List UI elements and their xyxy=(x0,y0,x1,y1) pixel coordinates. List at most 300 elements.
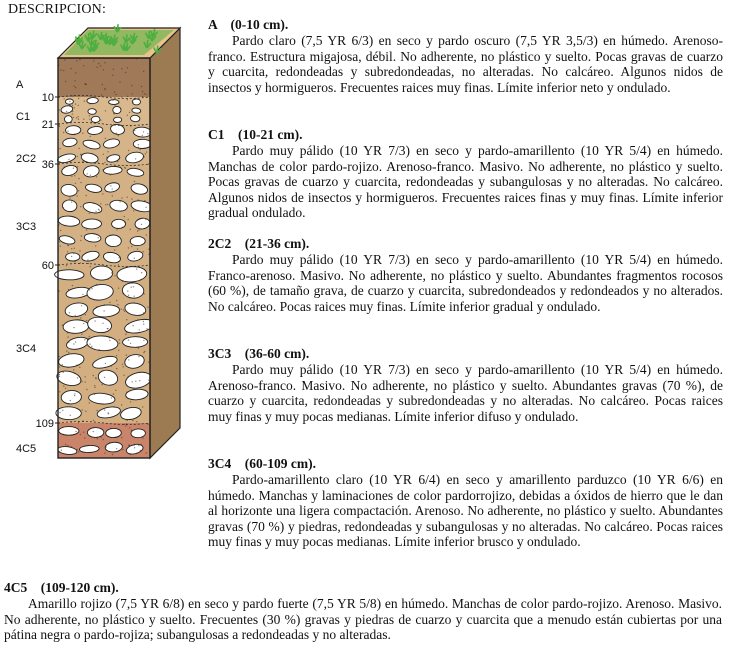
soil-dot xyxy=(65,444,66,445)
soil-dot xyxy=(104,453,105,454)
depth-label: 10 xyxy=(41,92,54,104)
soil-dot xyxy=(134,130,135,131)
soil-dot xyxy=(144,156,145,157)
soil-dot xyxy=(88,429,89,430)
soil-dot xyxy=(95,377,96,378)
soil-dot xyxy=(144,93,145,94)
soil-dot xyxy=(75,341,76,342)
soil-dot xyxy=(93,60,94,61)
soil-dot xyxy=(78,105,79,106)
stone xyxy=(55,270,85,281)
soil-dot xyxy=(107,279,108,280)
layer-3c3 xyxy=(58,164,150,265)
soil-dot xyxy=(67,367,68,368)
soil-dot xyxy=(142,406,143,407)
soil-dot xyxy=(72,111,73,112)
soil-dot xyxy=(129,112,130,113)
soil-dot xyxy=(118,257,119,258)
soil-dot xyxy=(78,451,79,452)
soil-dot xyxy=(125,334,126,335)
soil-dot xyxy=(134,447,135,448)
soil-dot xyxy=(79,59,80,60)
soil-dot xyxy=(59,374,60,375)
soil-dot xyxy=(79,148,80,149)
soil-dot xyxy=(75,315,76,316)
stone xyxy=(88,109,97,115)
soil-dot xyxy=(78,422,79,423)
soil-dot xyxy=(121,404,122,405)
soil-dot xyxy=(96,284,97,285)
soil-dot xyxy=(116,229,117,230)
soil-dot xyxy=(116,103,117,104)
soil-dot xyxy=(72,95,73,96)
soil-dot xyxy=(134,445,135,446)
soil-dot xyxy=(102,384,103,385)
soil-dot xyxy=(74,373,75,374)
soil-dot xyxy=(128,323,129,324)
soil-dot xyxy=(110,365,111,366)
soil-dot xyxy=(88,338,89,339)
horizon-3c4-title: 3C4 (60-109 cm). xyxy=(208,456,316,471)
soil-dot xyxy=(102,323,103,324)
soil-dot xyxy=(68,352,69,353)
soil-dot xyxy=(61,450,62,451)
soil-dot xyxy=(84,100,85,101)
soil-dot xyxy=(100,437,101,438)
soil-dot xyxy=(70,415,71,416)
stone xyxy=(131,429,146,438)
soil-dot xyxy=(86,389,87,390)
soil-dot xyxy=(67,445,68,446)
soil-dot xyxy=(59,412,60,413)
soil-dot xyxy=(134,181,135,182)
soil-dot xyxy=(63,132,64,133)
horizon-2c2-block xyxy=(208,235,723,314)
soil-dot xyxy=(110,185,111,186)
soil-dot xyxy=(132,325,133,326)
soil-dot xyxy=(80,434,81,435)
soil-dot xyxy=(94,385,95,386)
soil-dot xyxy=(89,336,90,337)
soil-dot xyxy=(109,337,110,338)
soil-dot xyxy=(85,411,86,412)
soil-dot xyxy=(63,372,64,373)
soil-dot xyxy=(127,115,128,116)
soil-dot xyxy=(126,332,127,333)
soil-dot xyxy=(124,222,125,223)
soil-dot xyxy=(74,395,75,396)
soil-dot xyxy=(103,310,104,311)
soil-dot xyxy=(111,397,112,398)
soil-dot xyxy=(105,110,106,111)
soil-dot xyxy=(70,161,71,162)
soil-dot xyxy=(96,306,97,307)
soil-dot xyxy=(113,113,114,114)
soil-dot xyxy=(143,323,144,324)
soil-dot xyxy=(141,86,142,87)
soil-dot xyxy=(82,133,83,134)
soil-dot xyxy=(143,312,144,313)
soil-dot xyxy=(73,369,74,370)
soil-dot xyxy=(64,59,65,60)
soil-dot xyxy=(104,377,105,378)
soil-dot xyxy=(118,350,119,351)
soil-dot xyxy=(68,159,69,160)
soil-dot xyxy=(87,259,88,260)
soil-dot xyxy=(76,449,77,450)
soil-dot xyxy=(75,183,76,184)
soil-dot xyxy=(118,135,119,136)
soil-dot xyxy=(68,342,69,343)
soil-dot xyxy=(142,91,143,92)
soil-dot xyxy=(133,286,134,287)
soil-dot xyxy=(74,261,75,262)
depth-label: 21 xyxy=(41,119,54,131)
soil-dot xyxy=(66,111,67,112)
horizon-3c3-title: 3C3 (36-60 cm). xyxy=(208,346,310,361)
soil-dot xyxy=(89,103,90,104)
soil-dot xyxy=(59,161,60,162)
soil-dot xyxy=(77,116,78,117)
soil-dot xyxy=(95,211,96,212)
horizon-4c5-title: 4C5 (109-120 cm). xyxy=(4,580,119,595)
horizon-label: 3C3 xyxy=(16,221,37,233)
soil-dot xyxy=(73,168,74,169)
soil-dot xyxy=(100,65,101,66)
soil-dot xyxy=(76,364,77,365)
soil-dot xyxy=(122,293,123,294)
soil-dot xyxy=(93,420,94,421)
soil-dot xyxy=(143,352,144,353)
soil-dot xyxy=(113,393,114,394)
soil-dot xyxy=(138,229,139,230)
soil-dot xyxy=(74,393,75,394)
soil-dot xyxy=(63,207,64,208)
soil-dot xyxy=(141,224,142,225)
soil-dot xyxy=(74,217,75,218)
soil-dot xyxy=(109,340,110,341)
soil-dot xyxy=(73,327,74,328)
horizon-c1-title: C1 (10-21 cm). xyxy=(208,127,303,142)
soil-dot xyxy=(77,195,78,196)
layer-a xyxy=(58,58,150,97)
soil-dot xyxy=(104,62,105,63)
soil-dot xyxy=(132,420,133,421)
soil-dot xyxy=(137,319,138,320)
soil-dot xyxy=(121,197,122,198)
soil-dot xyxy=(143,251,144,252)
soil-dot xyxy=(84,339,85,340)
soil-dot xyxy=(134,258,135,259)
soil-dot xyxy=(104,409,105,410)
soil-dot xyxy=(118,288,119,289)
horizon-label: A xyxy=(16,79,24,91)
soil-dot xyxy=(121,227,122,228)
soil-dot xyxy=(130,343,131,344)
soil-dot xyxy=(104,304,105,305)
soil-profile-diagram xyxy=(0,20,205,500)
soil-dot xyxy=(86,84,87,85)
soil-dot xyxy=(67,130,68,131)
soil-dot xyxy=(114,105,115,106)
soil-dot xyxy=(71,176,72,177)
soil-dot xyxy=(78,98,79,99)
profile-side-face xyxy=(150,28,180,458)
soil-dot xyxy=(74,107,75,108)
soil-dot xyxy=(123,375,124,376)
soil-dot xyxy=(83,65,84,66)
soil-dot xyxy=(82,294,83,295)
soil-dot xyxy=(63,70,64,71)
soil-dot xyxy=(130,241,131,242)
soil-dot xyxy=(132,102,133,103)
soil-dot xyxy=(128,150,129,151)
soil-dot xyxy=(73,117,74,118)
soil-dot xyxy=(116,300,117,301)
soil-dot xyxy=(80,317,81,318)
soil-dot xyxy=(142,96,143,97)
soil-dot xyxy=(100,120,101,121)
soil-dot xyxy=(125,425,126,426)
soil-dot xyxy=(105,446,106,447)
soil-dot xyxy=(105,363,106,364)
soil-dot xyxy=(70,400,71,401)
soil-dot xyxy=(78,178,79,179)
stone xyxy=(123,336,148,347)
soil-dot xyxy=(107,204,108,205)
soil-dot xyxy=(88,263,89,264)
soil-dot xyxy=(86,229,87,230)
soil-dot xyxy=(140,149,141,150)
soil-dot xyxy=(143,340,144,341)
soil-dot xyxy=(59,241,60,242)
soil-dot xyxy=(126,319,127,320)
soil-dot xyxy=(62,364,63,365)
soil-dot xyxy=(127,67,128,68)
soil-dot xyxy=(67,332,68,333)
soil-dot xyxy=(69,104,70,105)
soil-dot xyxy=(71,446,72,447)
soil-dot xyxy=(82,452,83,453)
soil-dot xyxy=(148,380,149,381)
soil-dot xyxy=(140,450,141,451)
stone xyxy=(87,427,104,437)
soil-dot xyxy=(119,201,120,202)
stone xyxy=(113,117,121,122)
soil-dot xyxy=(93,375,94,376)
soil-dot xyxy=(119,81,120,82)
soil-dot xyxy=(73,343,74,344)
soil-dot xyxy=(65,225,66,226)
page-heading: DESCRIPCION: xyxy=(8,2,107,17)
soil-dot xyxy=(74,80,75,81)
soil-dot xyxy=(102,169,103,170)
soil-dot xyxy=(110,428,111,429)
soil-dot xyxy=(116,133,117,134)
soil-dot xyxy=(128,247,129,248)
soil-dot xyxy=(130,454,131,455)
soil-dot xyxy=(124,424,125,425)
soil-dot xyxy=(59,109,60,110)
soil-dot xyxy=(59,391,60,392)
soil-dot xyxy=(126,391,127,392)
soil-dot xyxy=(89,119,90,120)
soil-dot xyxy=(118,102,119,103)
soil-dot xyxy=(130,229,131,230)
soil-dot xyxy=(146,151,147,152)
soil-dot xyxy=(142,437,143,438)
soil-dot xyxy=(62,324,63,325)
soil-dot xyxy=(74,248,75,249)
soil-dot xyxy=(89,115,90,116)
soil-dot xyxy=(60,230,61,231)
soil-dot xyxy=(128,339,129,340)
soil-dot xyxy=(94,394,95,395)
soil-dot xyxy=(112,454,113,455)
soil-dot xyxy=(137,248,138,249)
soil-dot xyxy=(103,154,104,155)
soil-dot xyxy=(60,69,61,70)
soil-dot xyxy=(110,174,111,175)
soil-dot xyxy=(91,346,92,347)
soil-dot xyxy=(89,344,90,345)
stone xyxy=(66,253,80,261)
soil-dot xyxy=(59,452,60,453)
soil-dot xyxy=(121,97,122,98)
soil-dot xyxy=(112,188,113,189)
horizon-label: 4C5 xyxy=(16,443,37,455)
horizon-label: 3C4 xyxy=(16,343,37,355)
stone xyxy=(87,97,99,104)
soil-dot xyxy=(132,93,133,94)
soil-dot xyxy=(138,445,139,446)
stone xyxy=(56,407,82,420)
horizon-a-title: A (0-10 cm). xyxy=(208,17,289,32)
soil-dot xyxy=(105,204,106,205)
soil-dot xyxy=(75,87,76,88)
soil-dot xyxy=(130,401,131,402)
soil-dot xyxy=(75,103,76,104)
soil-dot xyxy=(119,339,120,340)
stone xyxy=(130,115,140,122)
soil-dot xyxy=(135,381,136,382)
soil-dot xyxy=(77,156,78,157)
depth-label: 60 xyxy=(41,260,54,272)
soil-dot xyxy=(122,281,123,282)
soil-dot xyxy=(94,320,95,321)
soil-dot xyxy=(80,182,81,183)
soil-dot xyxy=(86,195,87,196)
soil-dot xyxy=(120,167,121,168)
soil-dot xyxy=(129,427,130,428)
stone xyxy=(106,428,122,438)
soil-dot xyxy=(123,309,124,310)
soil-dot xyxy=(141,272,142,273)
soil-dot xyxy=(89,289,90,290)
stone xyxy=(133,139,151,149)
soil-dot xyxy=(127,420,128,421)
soil-dot xyxy=(145,452,146,453)
soil-dot xyxy=(127,290,128,291)
soil-dot xyxy=(145,219,146,220)
soil-dot xyxy=(128,219,129,220)
soil-dot xyxy=(89,213,90,214)
soil-dot xyxy=(98,209,99,210)
soil-dot xyxy=(76,117,77,118)
soil-dot xyxy=(74,86,75,87)
soil-dot xyxy=(141,444,142,445)
soil-dot xyxy=(71,201,72,202)
soil-dot xyxy=(144,293,145,294)
soil-dot xyxy=(131,381,132,382)
soil-dot xyxy=(114,275,115,276)
soil-dot xyxy=(65,388,66,389)
soil-dot xyxy=(90,175,91,176)
soil-dot xyxy=(115,390,116,391)
soil-dot xyxy=(69,101,70,102)
soil-dot xyxy=(145,94,146,95)
soil-dot xyxy=(116,368,117,369)
soil-dot xyxy=(75,72,76,73)
soil-dot xyxy=(85,314,86,315)
horizon-3c3-description: Pardo muy pálido (10 YR 7/3) en seco y pardo-amarillento (10 YR 5/4) en húmedo. Arenoso-franco. Masivo. No adherente, no plástico y suelto. Abundantes gravas (70 %), de cuarzo y cuarcita, redondeadas y subredondeadas y no alteradas. No calcáreo. Pocas raices muy finas y muy pocas medianas. Límite inferior difuso y ondulado. xyxy=(208,362,723,424)
horizon-a-block xyxy=(208,16,723,95)
soil-dot xyxy=(85,253,86,254)
soil-dot xyxy=(103,439,104,440)
soil-dot xyxy=(132,282,133,283)
soil-dot xyxy=(98,63,99,64)
soil-dot xyxy=(66,265,67,266)
soil-dot xyxy=(59,148,60,149)
horizon-a-description: Pardo claro (7,5 YR 6/3) en seco y pardo oscuro (7,5 YR 3,5/3) en húmedo. Arenoso-franco. Estructura migajosa, débil. No adherente, no plástico y suelto. Pocas gravas de cuarzo y cuarcita, redondeadas y subredondeadas, no alteradas. No calcáreo. Algunos nidos de insectos y hormigueros. Frecuentes raices muy finas. Límite inferior neto y ondulado. xyxy=(208,33,723,95)
soil-dot xyxy=(127,197,128,198)
horizon-2c2-title: 2C2 (21-36 cm). xyxy=(208,236,310,251)
horizon-3c4-block xyxy=(208,455,723,550)
soil-dot xyxy=(83,432,84,433)
soil-dot xyxy=(80,240,81,241)
soil-dot xyxy=(107,157,108,158)
soil-dot xyxy=(121,437,122,438)
soil-dot xyxy=(115,94,116,95)
soil-dot xyxy=(131,287,132,288)
soil-dot xyxy=(112,100,113,101)
soil-dot xyxy=(107,151,108,152)
soil-dot xyxy=(104,162,105,163)
soil-dot xyxy=(83,323,84,324)
soil-dot xyxy=(138,356,139,357)
soil-dot xyxy=(139,329,140,330)
soil-dot xyxy=(146,328,147,329)
soil-dot xyxy=(114,249,115,250)
soil-dot xyxy=(145,153,146,154)
soil-dot xyxy=(117,304,118,305)
soil-dot xyxy=(145,207,146,208)
soil-dot xyxy=(71,256,72,257)
soil-dot xyxy=(148,163,149,164)
soil-dot xyxy=(73,253,74,254)
soil-dot xyxy=(102,193,103,194)
soil-dot xyxy=(109,302,110,303)
soil-dot xyxy=(121,68,122,69)
soil-dot xyxy=(138,347,139,348)
soil-dot xyxy=(69,197,70,198)
soil-dot xyxy=(72,105,73,106)
horizon-3c3-block xyxy=(208,345,723,424)
soil-dot xyxy=(124,311,125,312)
soil-dot xyxy=(143,321,144,322)
soil-dot xyxy=(85,381,86,382)
soil-dot xyxy=(101,94,102,95)
